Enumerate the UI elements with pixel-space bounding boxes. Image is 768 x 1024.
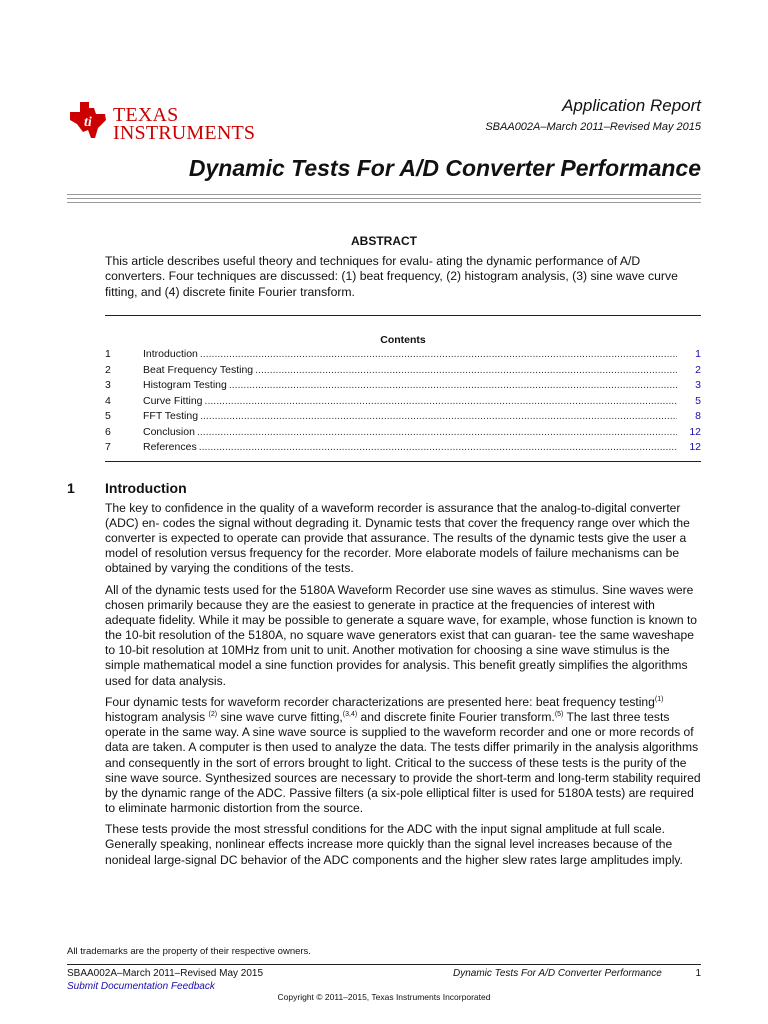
toc-leader bbox=[197, 425, 677, 441]
rule-line bbox=[67, 198, 701, 199]
toc-entry[interactable] bbox=[105, 440, 701, 456]
toc-entry[interactable] bbox=[105, 363, 701, 379]
citation-link[interactable]: (3,4) bbox=[342, 711, 358, 719]
copyright: Copyright © 2011–2015, Texas Instruments Incorporated bbox=[277, 992, 491, 1002]
toc-entry[interactable] bbox=[105, 409, 701, 425]
toc-leader bbox=[205, 394, 677, 410]
toc-page-link[interactable]: 3 bbox=[695, 379, 701, 391]
page-title: Dynamic Tests For A/D Converter Performance bbox=[188, 155, 701, 181]
paragraph-text: and discrete finite Fourier transform. bbox=[357, 710, 555, 725]
toc-leader bbox=[229, 378, 677, 394]
ti-logo-icon bbox=[67, 98, 109, 142]
toc-leader bbox=[255, 363, 677, 379]
paragraph: These tests provide the most stressful conditions for the ADC with the input signal amplitude at full scale. Generally speaking, nonlinear effects increase more quickly than the signal level increases because of the nonideal large-signal DC behavior of the ADC components and the higher slew rates large amplitudes imply. bbox=[105, 822, 683, 867]
title-rules bbox=[67, 194, 701, 210]
toc-page-link[interactable]: 8 bbox=[695, 410, 701, 422]
rule-line bbox=[67, 194, 701, 195]
abstract-text: This article describes useful theory and techniques for evalu- ating the dynamic performance of A/D converters. Four techniques are discussed: (1) beat frequency, (2) histogram analysis, (3) sine wave curve fitting, and (4) discrete finite Fourier transform. bbox=[105, 254, 678, 299]
toc-page-link[interactable]: 2 bbox=[695, 363, 701, 376]
contents-heading: Contents bbox=[380, 334, 426, 346]
toc-number: 7 bbox=[105, 441, 111, 453]
contents-top-rule bbox=[105, 315, 701, 316]
footer-doc-number: SBAA002A–March 2011–Revised May 2015 bbox=[67, 968, 264, 979]
toc-label[interactable]: Histogram Testing bbox=[143, 379, 227, 391]
footer-rule bbox=[67, 964, 701, 965]
paragraph bbox=[105, 695, 703, 816]
citation-link[interactable]: (2) bbox=[208, 711, 218, 719]
paragraph-text: The last three tests operate in the same way. A sine wave source is supplied to the waveform recorder and one or more records of data are taken. A computer is then used to analyze the data. The tests differ primarily in the analysis algorithms and consequently in the sort of errors brought to light. Critical to the success of these tests is the purity of the sine wave source. Synthesized sources are necessary to provide the short-term and long-term stability required by the dynamic range of the ADC. Passive filters (a six-pole elliptical filter is used for 5180A tests) are required to eliminate harmonic distortion from the source. bbox=[105, 710, 701, 815]
toc-label[interactable]: Beat Frequency Testing bbox=[143, 363, 254, 376]
paragraph-text: histogram analysis bbox=[105, 710, 209, 725]
toc-entry[interactable] bbox=[105, 394, 701, 410]
logo-line-2: INSTRUMENTS bbox=[113, 122, 256, 144]
logo-line-1: TEXAS bbox=[113, 104, 179, 126]
citation-link[interactable]: (1) bbox=[654, 696, 664, 704]
toc-page-link[interactable]: 12 bbox=[689, 441, 701, 453]
page-number: 1 bbox=[695, 968, 701, 979]
toc-label[interactable]: Conclusion bbox=[143, 425, 195, 438]
table-of-contents bbox=[105, 347, 701, 456]
toc-number: 1 bbox=[105, 348, 111, 360]
toc-leader bbox=[200, 409, 677, 425]
toc-label[interactable]: FFT Testing bbox=[143, 410, 199, 422]
toc-number: 4 bbox=[105, 394, 111, 407]
section-number: 1 bbox=[67, 480, 75, 496]
submit-feedback-link[interactable]: Submit Documentation Feedback bbox=[67, 981, 215, 992]
toc-leader bbox=[200, 347, 677, 363]
toc-number: 3 bbox=[105, 379, 111, 391]
toc-entry[interactable] bbox=[105, 347, 701, 363]
toc-label[interactable]: Curve Fitting bbox=[143, 394, 203, 407]
toc-entry[interactable] bbox=[105, 425, 701, 441]
section-body bbox=[105, 501, 703, 874]
toc-number: 2 bbox=[105, 363, 111, 376]
paragraph-text: Four dynamic tests for waveform recorder characterizations are presented here: beat frequency testing bbox=[105, 695, 655, 710]
toc-label[interactable]: Introduction bbox=[143, 348, 198, 360]
paragraph: All of the dynamic tests used for the 5180A Waveform Recorder use sine waves as stimulus. Sine waves were chosen primarily because they are the easiest to generate in practice at the frequencies of interest with adequate fidelity. While it may be possible to generate a square wave, for example, whose function is known to the 10-bit resolution of the 5180A, no square wave generators exist that can guaran- tee the same waveshape to 10-bit resolution at 10MHz from unit to unit. Another motivation for choosing a sine wave stimulus is the simple mathematical model a sine function provides for analysis. This benefit greatly simplifies the algorithms used for data analysis. bbox=[105, 582, 698, 688]
toc-page-link[interactable]: 5 bbox=[695, 394, 701, 407]
section-title: Introduction bbox=[105, 480, 187, 496]
rule-line bbox=[67, 202, 701, 203]
footer-title: Dynamic Tests For A/D Converter Performance bbox=[453, 968, 662, 979]
toc-page-link[interactable]: 12 bbox=[689, 425, 701, 438]
toc-label[interactable]: References bbox=[143, 441, 197, 453]
paragraph: The key to confidence in the quality of a waveform recorder is assurance that the analog-to-digital converter (ADC) en- codes the signal without degrading it. Dynamic tests that cover the frequency range over which the converter is expected to operate can provide that assurance. The results of the dynamic tests give the user a model of resolution versus frequency for the recorder. More elaborate models of failure mechanisms can be obtained by varying the conditions of the tests. bbox=[105, 501, 690, 576]
toc-entry[interactable] bbox=[105, 378, 701, 394]
trademark-note: All trademarks are the property of their respective owners. bbox=[67, 946, 311, 957]
paragraph-text: sine wave curve fitting, bbox=[217, 710, 343, 725]
toc-number: 6 bbox=[105, 425, 111, 438]
ti-logo bbox=[67, 98, 267, 148]
svg-text:ti: ti bbox=[84, 115, 92, 130]
toc-page-link[interactable]: 1 bbox=[695, 348, 701, 360]
toc-leader bbox=[199, 440, 677, 456]
doc-type: Application Report bbox=[562, 96, 701, 115]
citation-link[interactable]: (5) bbox=[554, 711, 564, 719]
contents-bottom-rule bbox=[105, 461, 701, 462]
toc-number: 5 bbox=[105, 410, 111, 422]
doc-number: SBAA002A–March 2011–Revised May 2015 bbox=[485, 121, 701, 133]
abstract-heading: ABSTRACT bbox=[351, 234, 417, 248]
